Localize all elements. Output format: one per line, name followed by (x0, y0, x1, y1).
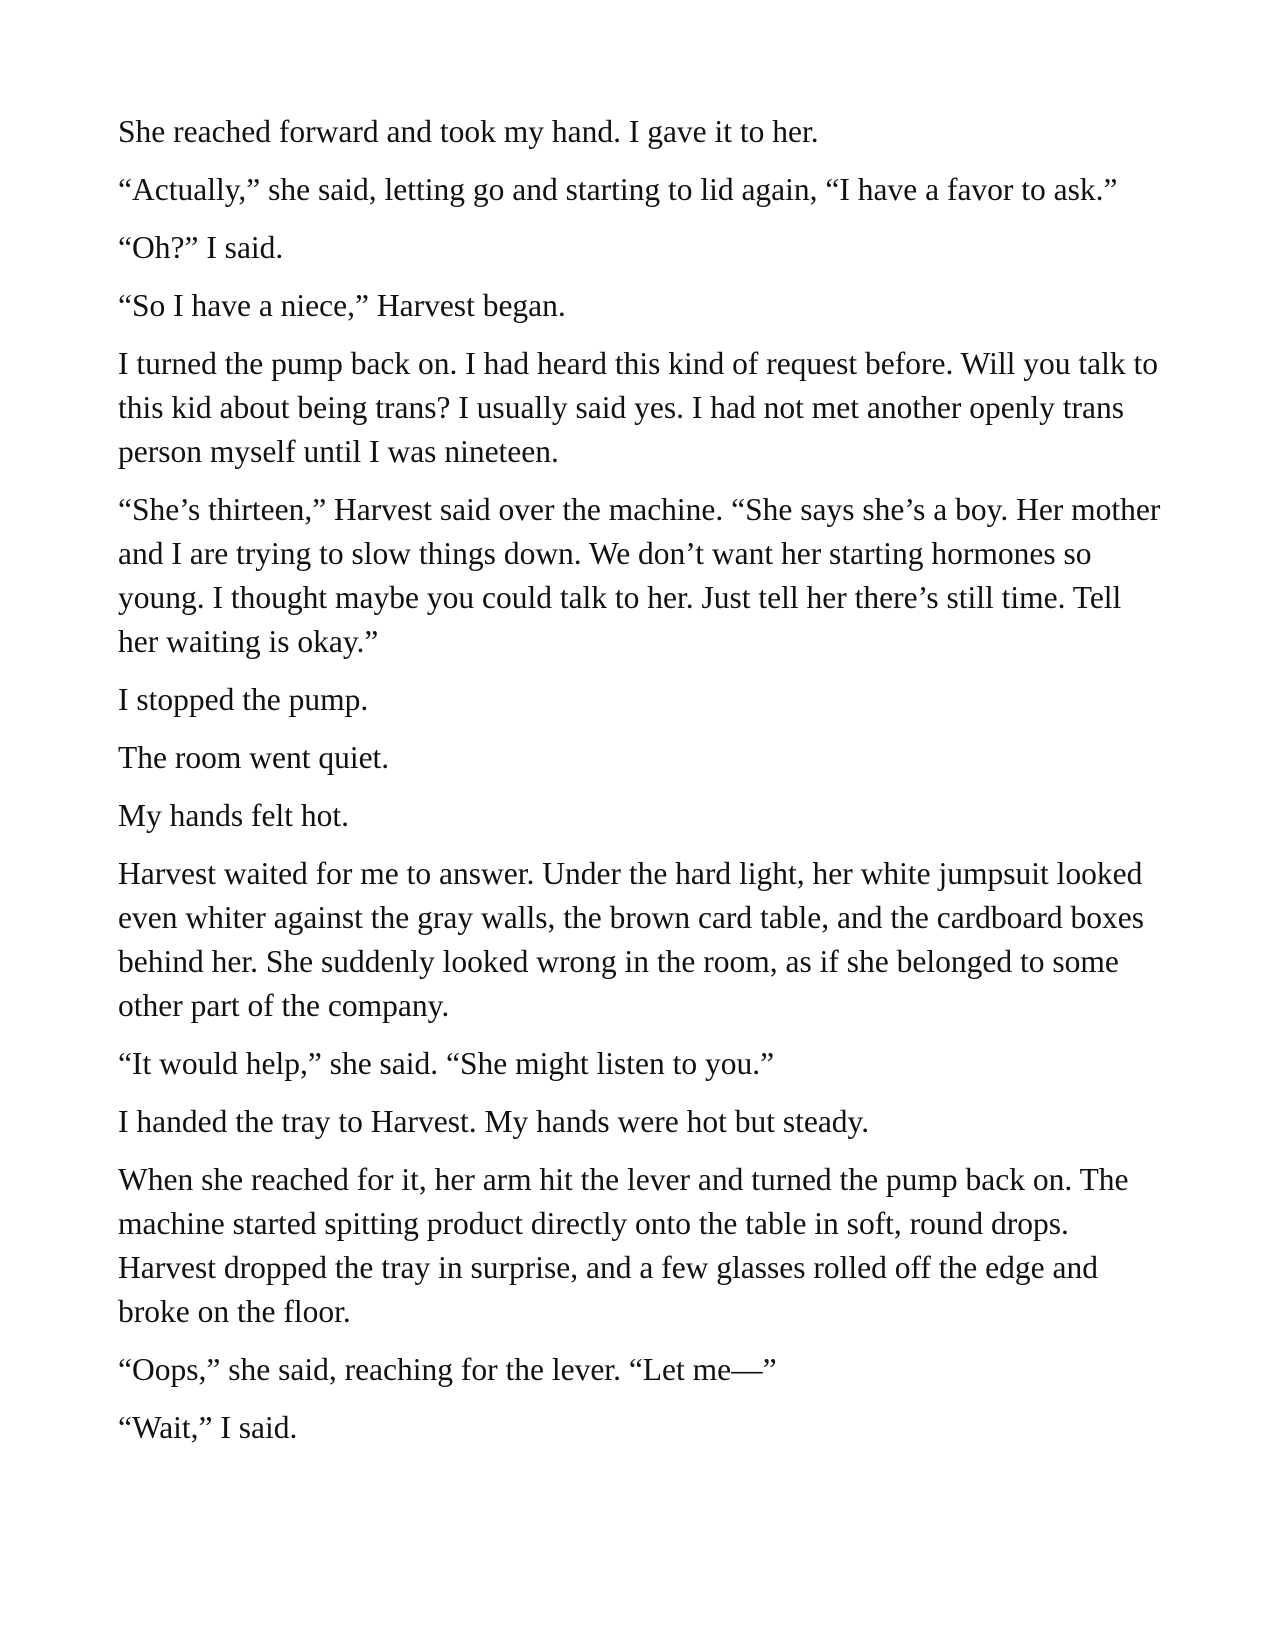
paragraph-8: The room went quiet. (118, 740, 390, 775)
paragraph-4: “So I have a niece,” Harvest began. (118, 288, 566, 323)
paragraph-15: “Wait,” I said. (118, 1410, 298, 1445)
paragraph-11: “It would help,” she said. “She might listen to you.” (118, 1046, 775, 1081)
document-page (118, 110, 1168, 1464)
paragraph-6: “She’s thirteen,” Harvest said over the machine. “She says she’s a boy. Her mother and I are trying to slow things down. We don’t want her starting hormones so young. I thought maybe you could talk to her. Just tell her there’s still time. Tell her waiting is okay.” (118, 492, 1161, 659)
paragraph-7: I stopped the pump. (118, 682, 369, 717)
paragraph-14: “Oops,” she said, reaching for the lever. “Let me—” (118, 1352, 777, 1387)
paragraph-2: “Actually,” she said, letting go and starting to lid again, “I have a favor to ask.” (118, 172, 1118, 207)
paragraph-9: My hands felt hot. (118, 798, 349, 833)
paragraph-12: I handed the tray to Harvest. My hands were hot but steady. (118, 1104, 870, 1139)
paragraph-5: I turned the pump back on. I had heard this kind of request before. Will you talk to this kid about being trans? I usually said yes. I had not met another openly trans person myself until I was nineteen. (118, 346, 1159, 469)
paragraph-10: Harvest waited for me to answer. Under the hard light, her white jumpsuit looked even whiter against the gray walls, the brown card table, and the cardboard boxes behind her. She suddenly looked wrong in the room, as if she belonged to some other part of the company. (118, 856, 1144, 1023)
paragraph-13: When she reached for it, her arm hit the lever and turned the pump back on. The machine started spitting product directly onto the table in soft, round drops. Harvest dropped the tray in surprise, and a few glasses rolled off the edge and broke on the floor. (118, 1162, 1129, 1329)
paragraph-3: “Oh?” I said. (118, 230, 284, 265)
paragraph-1: She reached forward and took my hand. I gave it to her. (118, 114, 819, 149)
